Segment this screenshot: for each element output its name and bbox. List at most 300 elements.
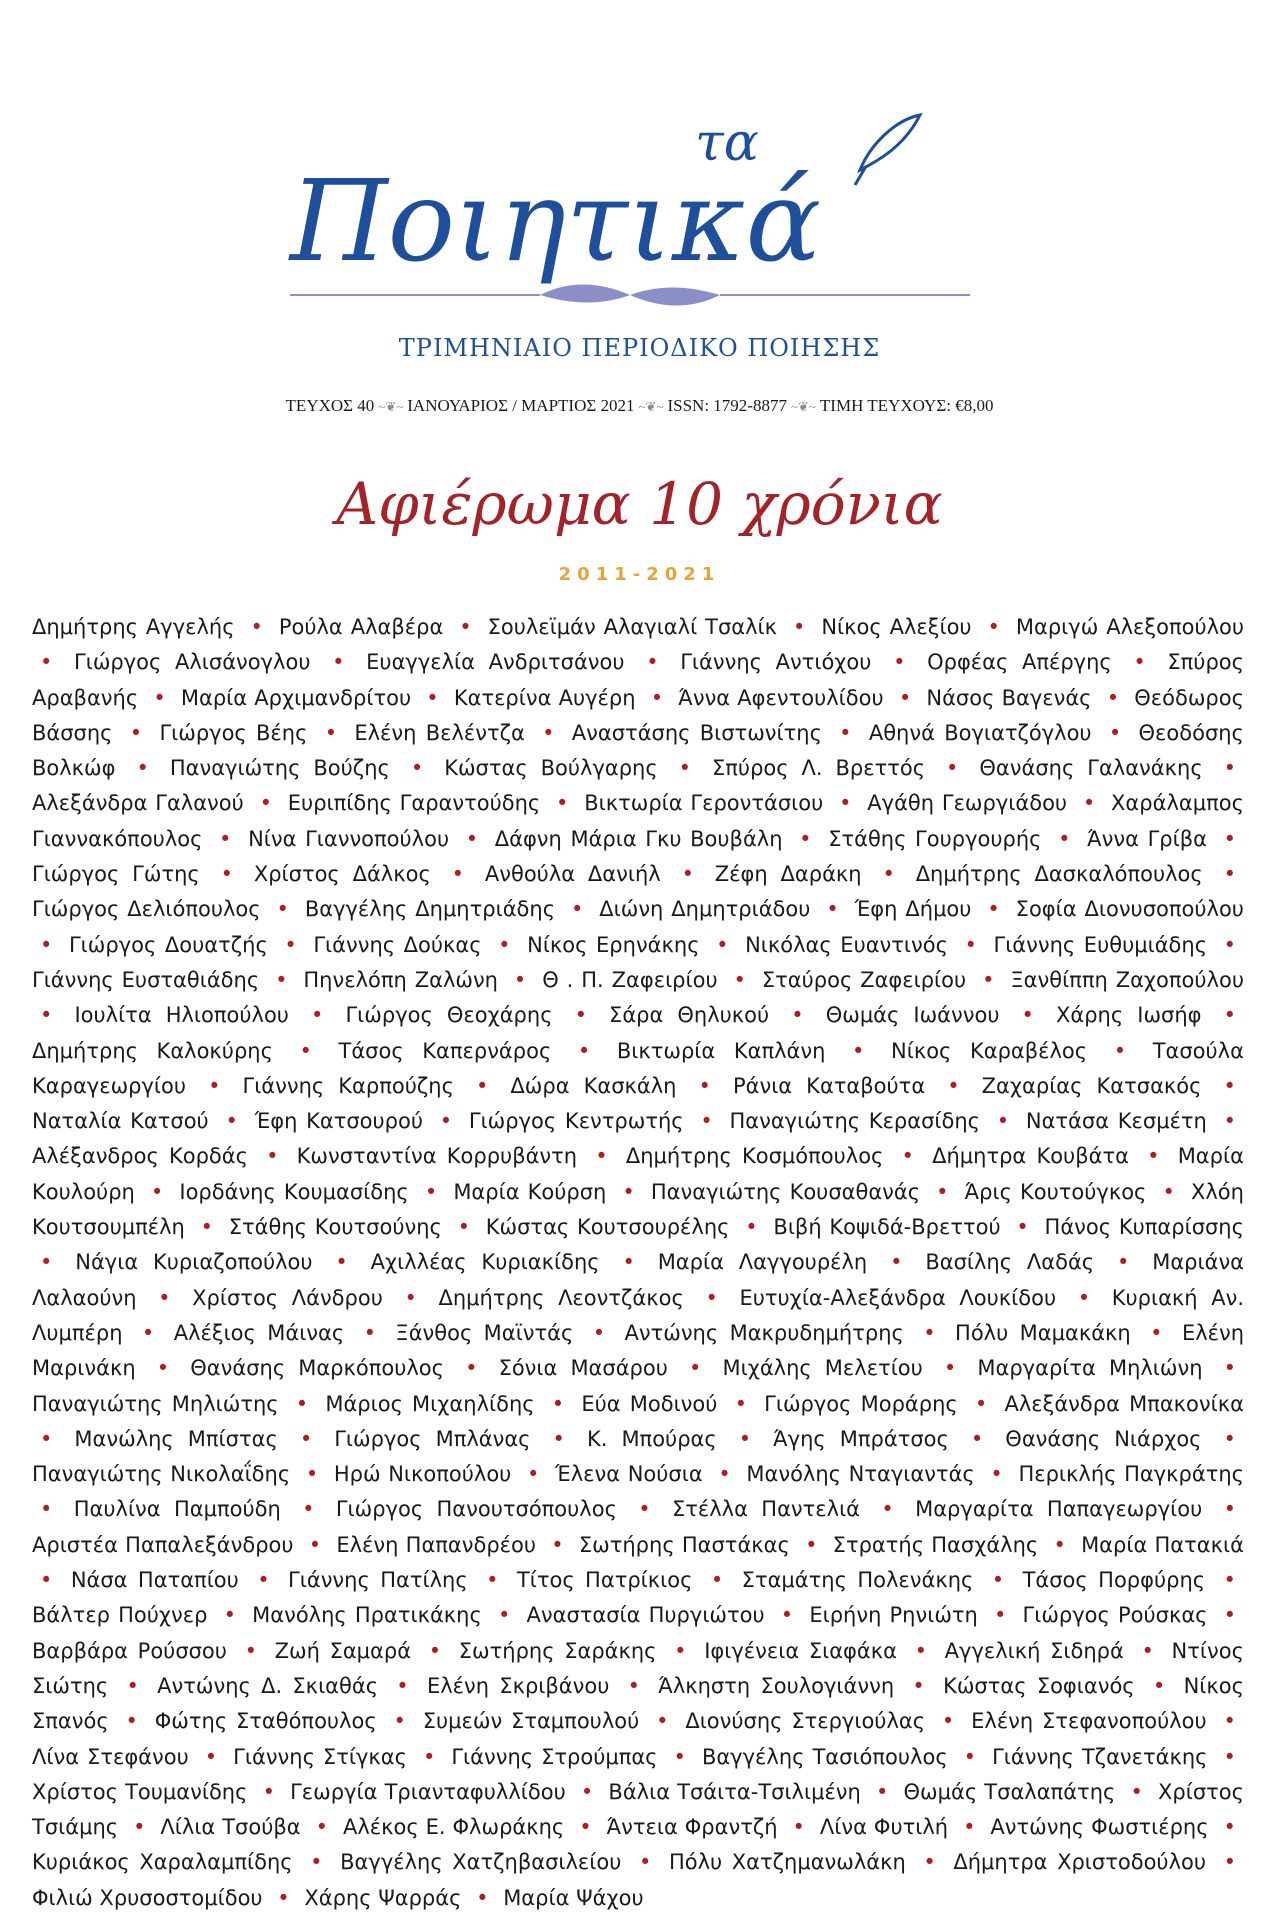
bullet-icon: • [963, 1744, 977, 1769]
bullet-icon: • [733, 967, 746, 992]
contributor-name: Γιώργος Βέης [159, 720, 308, 745]
contributor-name: Μανόλης Νταγιαντάς [746, 1462, 975, 1487]
contributor-name: Παναγιώτης Βούζης [169, 756, 390, 781]
contributor-name: Πηνελόπη Ζαλώνη [303, 967, 498, 992]
bullet-icon: • [1113, 1038, 1127, 1063]
contributor-name: Μαρία Κούρση [453, 1179, 607, 1204]
contributor-name: Γιάννης Ευθυμιάδης [993, 932, 1208, 957]
contributor-name: Έφη Δήμου [854, 897, 972, 922]
bullet-icon: • [1223, 1356, 1237, 1381]
contributor-name: Κυριακή Αν. Λυμπέρη [32, 1285, 1245, 1345]
contributor-name: Βιβή Κοψιδά-Βρεττού [773, 1215, 1001, 1240]
contributor-name: Νάσα Παταπίου [70, 1568, 239, 1593]
contributor-name: Γιάννης Αντιόχου [680, 650, 872, 675]
contributor-name: Στάθης Κουτσούνης [228, 1215, 442, 1240]
contributor-name: Άντεια Φραντζή [606, 1815, 778, 1840]
contributor-name: Αθηνά Βογιατζόγλου [868, 720, 1092, 745]
contributor-name: Ευαγγελία Ανδριτσάνου [366, 650, 625, 675]
bullet-icon: • [126, 1673, 139, 1698]
bullet-icon: • [1223, 1603, 1237, 1628]
contributor-name: Κατερίνα Αυγέρη [453, 685, 636, 710]
issn: ISSN: 1792-8877 [667, 396, 787, 415]
contributor-name: Περικλής Παγκράτης [1018, 1462, 1244, 1487]
contributor-name: Θανάσης Νιάρχος [1005, 1426, 1202, 1451]
bullet-icon: • [305, 1462, 319, 1487]
contributor-name: Τάσος Καπερνάρος [338, 1038, 552, 1063]
bullet-icon: • [792, 615, 806, 639]
bullet-icon: • [225, 1109, 238, 1134]
bullet-icon: • [457, 1215, 470, 1240]
bullet-icon: • [839, 720, 852, 745]
bullet-icon: • [219, 826, 232, 851]
contributor-name: Σουλεϊμάν Αλαγιαλί Τσαλίκ [487, 615, 778, 639]
contributor-name: Βικτωρία Γεροντάσιου [584, 791, 824, 816]
contributor-name: Κωνσταντίνα Κορρυβάντη [296, 1144, 578, 1169]
bullet-icon: • [678, 756, 692, 781]
bullet-icon: • [990, 1462, 1003, 1487]
bullet-icon: • [791, 1003, 804, 1028]
bullet-icon: • [262, 1779, 275, 1804]
contributor-name: Σταύρος Ζαφειρίου [761, 967, 967, 992]
bullet-icon: • [826, 897, 839, 922]
contributor-name: Άλκηστη Σουλογιάννη [658, 1673, 895, 1698]
contributor-name: Τάσος Πορφύρης [1022, 1568, 1206, 1593]
contributor-name: Μαρία Ψάχου [503, 1885, 644, 1910]
bullet-icon: • [574, 1003, 587, 1028]
contributor-name: Άρις Κουτούγκος [964, 1179, 1147, 1204]
bullet-icon: • [745, 1215, 758, 1240]
bullet-icon: • [1147, 1144, 1160, 1169]
bullet-icon: • [1152, 1673, 1166, 1698]
bullet-icon: • [1130, 1779, 1143, 1804]
contributor-name: Μαργαρίτα Μηλιώνη [977, 1356, 1203, 1381]
bullet-icon: • [852, 1038, 865, 1063]
bullet-icon: • [674, 1638, 687, 1663]
contributor-name: Ελένη Μαρινάκη [32, 1320, 1245, 1381]
bullet-icon: • [156, 1356, 170, 1381]
bullet-icon: • [1077, 1285, 1091, 1310]
contributor-name: Λίνα Φυτιλή [819, 1815, 949, 1840]
contributor-name: Λίνα Στεφάνου [32, 1744, 189, 1769]
contributor-name: Νάσος Βαγενάς [926, 685, 1092, 710]
bullet-icon: • [459, 615, 472, 639]
contributor-name: Έλενα Νούσια [555, 1462, 703, 1487]
logo-main-word: Ποιητικά [290, 157, 822, 287]
contributor-name: Κώστας Κουτσουρέλης [485, 1215, 730, 1240]
bullet-icon: • [943, 1356, 957, 1381]
contributor-name: Ξανθίππη Ζαχοπούλου [1010, 967, 1244, 992]
contributor-name: Θωμάς Ιωάννου [825, 1003, 1000, 1028]
contributor-name: Χρίστος Λάνδρου [192, 1285, 383, 1310]
bullet-icon: • [513, 967, 527, 992]
bullet-icon: • [946, 756, 959, 781]
bullet-icon: • [738, 1426, 752, 1451]
bullet-icon: • [987, 897, 1000, 922]
bullet-icon: • [200, 1215, 213, 1240]
bullet-icon: • [681, 862, 694, 887]
bullet-icon: • [734, 1391, 747, 1416]
bullet-icon: • [153, 685, 166, 710]
magazine-subtitle: ΤΡΙΜΗΝΙΑΙΟ ΠΕΡΙΟΔΙΚΟ ΠΟΙΗΣΗΣ [398, 334, 881, 362]
bullet-icon: • [898, 685, 912, 710]
contributor-name: Βικτωρία Καπλάνη [616, 1038, 826, 1063]
bullet-icon: • [526, 1462, 540, 1487]
contributor-name: Γιάννης Τζανετάκης [992, 1744, 1208, 1769]
contributor-name: Κώστας Βούλγαρης [444, 756, 658, 781]
ornament-icon: ~❦~ [378, 399, 404, 414]
contributor-name: Αγγελική Σιδηρά [944, 1638, 1124, 1663]
bullet-icon: • [275, 967, 288, 992]
contributor-name: Θ . Π. Ζαφειρίου [542, 967, 718, 992]
bullet-icon: • [1223, 1568, 1236, 1593]
contributor-name: Νίνα Γιαννοπούλου [248, 826, 450, 851]
bullet-icon: • [1223, 1426, 1236, 1451]
contributor-name: Ελένη Σκριβάνου [426, 1673, 610, 1698]
bullet-icon: • [497, 1603, 511, 1628]
bullet-icon: • [705, 1285, 718, 1310]
contributor-name: Γιάννης Καρπούζης [242, 1073, 454, 1098]
bullet-icon: • [941, 1709, 955, 1734]
contributor-name: Γιώργος Πανουτσόπουλος [335, 1497, 617, 1522]
bullet-icon: • [577, 1038, 591, 1063]
contributor-name: Γιώργος Κεντρωτής [468, 1109, 684, 1134]
bullet-icon: • [893, 650, 906, 675]
contributor-name: Αλέξιος Μάινας [173, 1320, 345, 1345]
bullet-icon: • [1021, 1003, 1034, 1028]
bullet-icon: • [266, 1144, 279, 1169]
contributor-name: Χάρης Ιωσήφ [1056, 1003, 1202, 1028]
contributor-name: Ιφιγένεια Σιαφάκα [704, 1638, 897, 1663]
contributor-name: Αχιλλέας Κυριακίδης [370, 1250, 600, 1275]
bullet-icon: • [1223, 1073, 1236, 1098]
bullet-icon: • [424, 1179, 438, 1204]
contributor-name: Παναγιώτης Μηλιώτης [32, 1391, 279, 1416]
bullet-icon: • [1223, 826, 1236, 851]
contributor-name: Θωμάς Τσαλαπάτης [903, 1779, 1116, 1804]
bullet-icon: • [1082, 791, 1096, 816]
bullet-icon: • [881, 1497, 894, 1522]
contributor-name: Γιάννης Στρούμπας [451, 1744, 658, 1769]
contributor-name: Νίκος Αλεξίου [821, 615, 972, 639]
bullet-icon: • [914, 1638, 928, 1663]
bullet-icon: • [673, 1744, 686, 1769]
contributor-name: Μαρία Κουλούρη [32, 1144, 1244, 1204]
contributor-name: Αγάθη Γεωργιάδου [867, 791, 1068, 816]
contributor-name: Ανθούλα Δανιήλ [484, 862, 661, 887]
bullet-icon: • [250, 615, 263, 639]
bullet-icon: • [276, 897, 289, 922]
tribute-title: Αφιέρωμα 10 χρόνια [336, 470, 943, 538]
bullet-icon: • [688, 1356, 702, 1381]
contributor-name: Τίτος Πατρίκιος [516, 1568, 693, 1593]
bullet-icon: • [1162, 1179, 1175, 1204]
contributor-name: Θεόδωρος Βάσσης [32, 685, 1244, 745]
bullet-icon: • [259, 791, 272, 816]
contributor-name: Βαγγέλης Δημητριάδης [304, 897, 556, 922]
issue-number: ΤΕΥΧΟΣ 40 [285, 396, 375, 415]
contributor-name: Δήμητρα Κουβάτα [932, 1144, 1129, 1169]
bullet-icon: • [40, 1003, 53, 1028]
bullet-icon: • [244, 1638, 257, 1663]
contributor-name: Γιάννης Πατίλης [288, 1568, 468, 1593]
bullet-icon: • [1223, 1497, 1236, 1522]
contributor-name: Βάλτερ Πούχνερ [32, 1603, 208, 1628]
contributor-name: Μανώλης Μπίστας [74, 1426, 278, 1451]
contributor-name: Γιώργος Θεοχάρης [345, 1003, 553, 1028]
contributor-name: Νικόλας Ευαντινός [745, 932, 948, 957]
contributor-name: Γεωργία Τριανταφυλλίδου [290, 1779, 566, 1804]
bullet-icon: • [363, 1320, 377, 1345]
bullet-icon: • [805, 1532, 818, 1557]
contributor-name: Νίκος Καραβέλος [891, 1038, 1088, 1063]
contributor-name: Χάρης Ψαρράς [304, 1885, 462, 1910]
bullet-icon: • [220, 862, 233, 887]
bullet-icon: • [1150, 1320, 1163, 1345]
bullet-icon: • [141, 1320, 155, 1345]
contributor-name: Χρίστος Τουμανίδης [32, 1779, 248, 1804]
contributor-name: Δημήτρης Δασκαλόπουλος [915, 862, 1203, 887]
contributor-name: Πόλυ Μαμακάκη [955, 1320, 1131, 1345]
bullet-icon: • [890, 1250, 903, 1275]
contributor-name: Λίλια Τσούβα [160, 1815, 301, 1840]
contributor-name: Αντώνης Φωστιέρης [990, 1815, 1209, 1840]
bullet-icon: • [465, 826, 479, 851]
bullet-icon: • [964, 932, 977, 957]
contributor-name: Γιώργος Γώτης [32, 862, 200, 887]
bullet-icon: • [963, 1815, 976, 1840]
bullet-icon: • [40, 1250, 53, 1275]
contributor-name: Ζωή Σαμαρά [274, 1638, 412, 1663]
contributor-name: Σπύρος Λ. Βρεττός [712, 756, 926, 781]
bullet-icon: • [308, 1532, 322, 1557]
bullet-icon: • [393, 1709, 406, 1734]
contributor-name: Γιώργος Δουατζής [68, 932, 268, 957]
contributor-name: Ευριπίδης Γαραντούδης [287, 791, 541, 816]
bullet-icon: • [129, 720, 143, 745]
contributor-name: Γιώργος Μοράρης [764, 1391, 958, 1416]
contributor-name: Δημήτρης Καλοκύρης [32, 1038, 273, 1063]
bullet-icon: • [656, 1709, 669, 1734]
contributor-name: Βαγγέλης Χατζηβασιλείου [340, 1850, 622, 1875]
bullet-icon: • [335, 1250, 348, 1275]
bullet-icon: • [780, 1603, 794, 1628]
bullet-icon: • [970, 1426, 984, 1451]
masthead-logo [280, 90, 980, 320]
bullet-icon: • [410, 756, 424, 781]
bullet-icon: • [1223, 932, 1236, 957]
contributor-name: Γιώργος Δελιόπουλος [32, 897, 261, 922]
contributor-name: Αναστασία Πυργιώτου [526, 1603, 765, 1628]
bullet-icon: • [1016, 1215, 1029, 1240]
bullet-icon: • [646, 650, 659, 675]
bullet-icon: • [40, 650, 53, 675]
years-range: 2011-2021 [558, 564, 721, 585]
contributor-name: Γιάννης Στίγκας [233, 1744, 407, 1769]
bullet-icon: • [1108, 720, 1122, 745]
bullet-icon: • [923, 1850, 936, 1875]
contributor-name: Νάγια Κυριαζοπούλου [75, 1250, 313, 1275]
bullet-icon: • [404, 1285, 417, 1310]
contributor-name: Ζέφη Δαράκη [714, 862, 862, 887]
contributor-name: Παυλίνα Παμπούδη [73, 1497, 281, 1522]
ornament-icon: ~❦~ [638, 399, 664, 414]
bullet-icon: • [570, 897, 584, 922]
contributor-name: Γιώργος Αλισάνογλου [74, 650, 311, 675]
contributor-name: Δημήτρης Λεοντζάκος [438, 1285, 684, 1310]
bullet-icon: • [257, 1568, 270, 1593]
contributor-name: Ράνια Καταβούτα [732, 1073, 926, 1098]
contributor-name: Πάνος Κυπαρίσσης [1044, 1215, 1244, 1240]
bullet-icon: • [792, 1815, 805, 1840]
contributor-name: Μαργαρίτα Παπαγεωργίου [915, 1497, 1203, 1522]
bullet-icon: • [40, 1426, 53, 1451]
bullet-icon: • [133, 1815, 146, 1840]
bullet-icon: • [1223, 1815, 1236, 1840]
bullet-icon: • [475, 1073, 489, 1098]
bullet-icon: • [580, 1779, 594, 1804]
bullet-icon: • [638, 1497, 651, 1522]
bullet-icon: • [204, 1744, 218, 1769]
feather-icon [860, 115, 920, 170]
contributor-name: Σωτήρης Σαράκης [458, 1638, 657, 1663]
bullet-icon: • [622, 1179, 635, 1204]
bullet-icon: • [650, 685, 664, 710]
issue-price: ΤΙΜΗ ΤΕΥΧΟΥΣ: €8,00 [819, 396, 994, 415]
contributor-name: Χρίστος Τσιάμης [32, 1779, 1244, 1840]
contributor-name: Γιώργος Ρούσκας [1022, 1603, 1208, 1628]
bullet-icon: • [158, 1285, 171, 1310]
bullet-icon: • [284, 932, 297, 957]
contributor-name: Βασίλης Λαδάς [925, 1250, 1095, 1275]
contributor-name: Σταμάτης Πολενάκης [741, 1568, 974, 1593]
bullet-icon: • [208, 1073, 221, 1098]
contributor-name: Ζαχαρίας Κατσακός [981, 1073, 1202, 1098]
bullet-icon: • [542, 720, 555, 745]
contributor-name: Μαρία Αρχιμανδρίτου [180, 685, 412, 710]
contributor-name: Ηρώ Νικοπούλου [333, 1462, 512, 1487]
contributor-name: Θανάσης Μαρκόπουλος [190, 1356, 444, 1381]
contributor-name: Δημήτρης Κοσμόπουλος [625, 1144, 884, 1169]
contributor-name: Νίκος Ερηνάκης [527, 932, 700, 957]
contributor-name: Άγης Μπράτσος [773, 1426, 949, 1451]
ornament-icon: ~❦~ [790, 399, 816, 414]
contributor-name: Αλεξάνδρα Μπακονίκα [1004, 1391, 1244, 1416]
contributor-name: Γιάννης Ευσταθιάδης [32, 967, 260, 992]
bullet-icon: • [987, 615, 1000, 639]
bullet-icon: • [40, 932, 53, 957]
contributor-name: Διώνη Δημητριάδου [599, 897, 811, 922]
bullet-icon: • [40, 1497, 53, 1522]
contributor-name: Παναγιώτης Νικολαΐδης [32, 1462, 291, 1487]
bullet-icon: • [936, 1179, 949, 1204]
contributor-name: Θανάσης Γαλανάκης [979, 756, 1203, 781]
contributor-name: Κ. Μπούρας [586, 1426, 717, 1451]
bullet-icon: • [700, 1109, 713, 1134]
bullet-icon: • [302, 1497, 315, 1522]
issue-period: ΙΑΝΟΥΑΡΙΟΣ / ΜΑΡΤΙΟΣ 2021 [407, 396, 635, 415]
bullet-icon: • [994, 1603, 1007, 1628]
bullet-icon: • [551, 1391, 565, 1416]
bullet-icon: • [551, 1532, 564, 1557]
contributor-name: Σωτήρης Παστάκας [578, 1532, 790, 1557]
bullet-icon: • [1223, 1744, 1236, 1769]
bullet-icon: • [277, 1885, 290, 1910]
bullet-icon: • [1223, 1850, 1236, 1875]
contributor-name: Παναγιώτης Κερασίδης [729, 1109, 980, 1134]
contributor-name: Ελένη Βελέντζα [354, 720, 525, 745]
contributor-name: Άννα Γρίβα [1087, 826, 1207, 851]
bullet-icon: • [324, 720, 338, 745]
bullet-icon: • [698, 1073, 711, 1098]
contributor-name: Βάλια Τσάιτα-Τσιλιμένη [608, 1779, 861, 1804]
contributor-name: Αναστάσης Βιστωνίτης [571, 720, 822, 745]
bullet-icon: • [136, 756, 149, 781]
bullet-icon: • [982, 967, 995, 992]
bullet-icon: • [710, 1568, 724, 1593]
bullet-icon: • [552, 1426, 565, 1451]
contributor-name: Βαρβάρα Ρούσσου [32, 1638, 227, 1663]
ornament-flourish [540, 284, 720, 305]
bullet-icon: • [428, 1638, 442, 1663]
bullet-icon: • [465, 1356, 478, 1381]
bullet-icon: • [947, 1073, 960, 1098]
bullet-icon: • [451, 862, 465, 887]
contributor-name: Δάφνη Μάρια Γκυ Βουβάλη [494, 826, 783, 851]
contributor-name: Αλέκος Ε. Φλωράκης [342, 1815, 565, 1840]
bullet-icon: • [592, 1320, 606, 1345]
contributor-name: Βαγγέλης Τασιόπουλος [701, 1744, 948, 1769]
contributor-name: Μάριος Μιχαηλίδης [325, 1391, 535, 1416]
contributor-name: Χαράλαμπος Γιαννακόπουλος [32, 791, 1244, 851]
bullet-icon: • [223, 1603, 236, 1628]
contributor-name: Αριστέα Παπαλεξάνδρου [32, 1532, 294, 1557]
bullet-icon: • [1116, 1250, 1130, 1275]
bullet-icon: • [799, 826, 812, 851]
contributor-name: Ευτυχία-Αλεξάνδρα Λουκίδου [739, 1285, 1057, 1310]
contributor-name: Εύα Μοδινού [581, 1391, 718, 1416]
bullet-icon: • [1223, 1709, 1236, 1734]
bullet-icon: • [40, 1568, 53, 1593]
contributor-name: Συμεών Σταμπουλού [422, 1709, 640, 1734]
contributor-name: Στάθης Γουργουρής [828, 826, 1042, 851]
contributor-name: Ειρήνη Ρηνιώτη [809, 1603, 978, 1628]
bullet-icon: • [595, 1144, 608, 1169]
bullet-icon: • [1053, 1532, 1066, 1557]
contributor-name: Γιώργος Μπλάνας [334, 1426, 531, 1451]
contributor-name: Φιλιώ Χρυσοστομίδου [32, 1885, 263, 1910]
contributor-name: Άννα Αφεντουλίδου [678, 685, 884, 710]
bullet-icon: • [422, 1744, 436, 1769]
bullet-icon: • [912, 1673, 925, 1698]
bullet-icon: • [1223, 1109, 1236, 1134]
bullet-icon: • [299, 1038, 312, 1063]
bullet-icon: • [996, 1109, 1010, 1134]
contributor-name: Μαρία Λαγγουρέλη [657, 1250, 868, 1275]
bullet-icon: • [716, 932, 729, 957]
contributor-name: Στρατής Πασχάλης [832, 1532, 1039, 1557]
bullet-icon: • [396, 1673, 409, 1698]
bullet-icon: • [923, 1320, 936, 1345]
bullet-icon: • [498, 932, 511, 957]
bullet-icon: • [901, 1144, 914, 1169]
contributor-name: Ξάνθος Μαϊντάς [395, 1320, 574, 1345]
contributor-name: Μιχάλης Μελετίου [722, 1356, 923, 1381]
contributor-name: Μανόλης Πρατικάκης [252, 1603, 482, 1628]
bullet-icon: • [839, 791, 852, 816]
contributor-name: Μαριγώ Αλεξοπούλου [1015, 615, 1245, 639]
contributor-name: Πόλυ Χατζημανωλάκη [668, 1850, 906, 1875]
bullet-icon: • [556, 791, 569, 816]
